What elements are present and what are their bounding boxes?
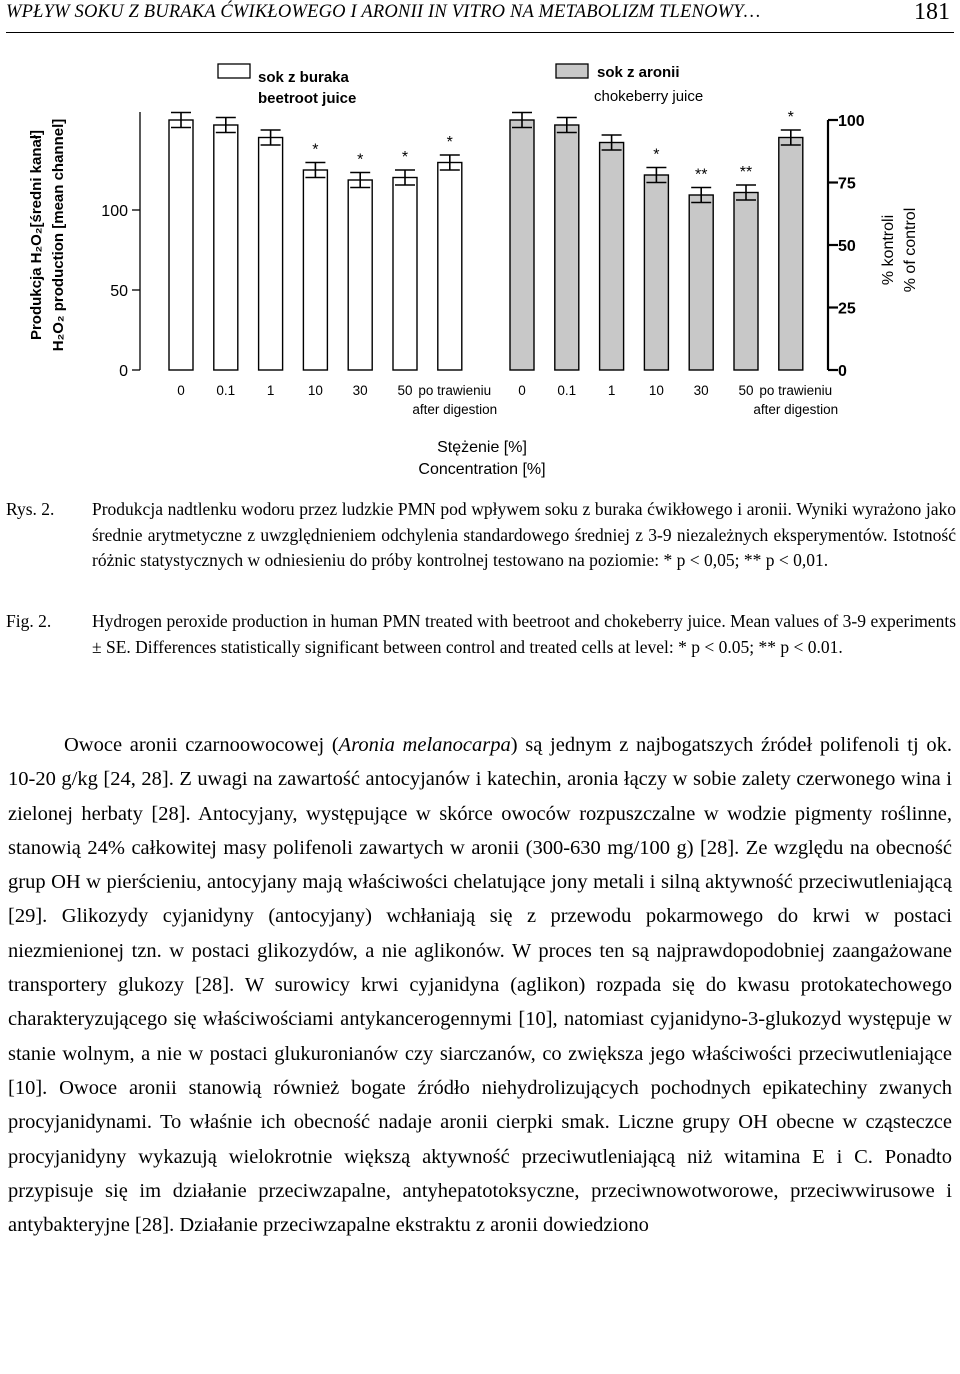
bar [510, 120, 534, 370]
running-header [6, 0, 954, 33]
running-title: WPŁYW SOKU Z BURAKA ĆWIKŁOWEGO I ARONII IN VITRO NA METABOLIZM TLENOWY… [6, 2, 761, 22]
significance-marker: ** [739, 164, 753, 181]
significance-marker: * [787, 109, 794, 126]
caption-label-en: Fig. 2. [6, 611, 52, 631]
bar [555, 125, 579, 370]
legend-swatch-chokeberry [556, 64, 588, 78]
body-paragraph [8, 728, 952, 1242]
category-label: 10 [307, 383, 323, 398]
body-text-segment: Owoce aronii czarnoowocowej ( [64, 734, 339, 756]
category-label: 50 [738, 383, 754, 398]
body-text [8, 728, 952, 1242]
category-label: after digestion [412, 402, 498, 417]
caption-text-pl: Produkcja nadtlenku wodoru przez ludzkie PMN pod wpływem soku z buraka ćwikłowego i aronii. Wyniki wyrażono jako średnie arytmetyczne z uwzględnieniem odchylenia standardowego średniej z 3-9 niezależnych eksperymentów. Istotność różnic statystycznych w odniesieniu do próby kontrolnej testowano na poziomie: * p < 0,05; ** p < 0,01. [92, 499, 956, 571]
bar [393, 178, 417, 371]
category-label: po trawieniu [418, 383, 492, 398]
category-label: po trawieniu [759, 383, 833, 398]
category-label: 0 [518, 383, 526, 398]
bar [169, 120, 193, 370]
body-text-segment: ) są jednym z najbogatszych źródeł polifenoli tj ok. 10-20 g/kg [24, 28]. Z uwagi na zawartość antocyjanów i katechin, aronia łączy w sobie zalety czerwonego wina i zielonej herbaty [28]. Antocyjany, występujące w skórce owoców rozpuszczalne w wodzie pigmenty roślinne, stanowią 24% całkowitej masy polifenoli zawartych w aronii (300-630 mg/100 g) [28]. Ze względu na obecność grup OH w pierścieniu, antocyjany mają właściwości chelatujące jony metali i silną aktywność przeciwutleniającą [29]. Glikozydy cyjanidyny (antocyjany) wchłaniają się z przewodu pokarmowego do krwi w postaci niezmienionej tzn. w postaci glikozydów, a nie aglikonów. W proces ten są najprawdopodobniej zaangażowane transportery glukozy [28]. W surowicy krwi cyjanidyna (aglikon) rozpada się do kwasu protokatechowego charakteryzującego się właściwościami antykancerogennymi [10], natomiast cyjanidyno-3-glukozyd występuje w stanie wolnym, a nie w postaci glukuronianów czy siarczanów, co zwiększa jego właściwości przeciwutleniające [10]. Owoce aronii stanowią również bogate źródło niehydrolizujących pochodnych epikatechiny zwanych procyjanidynami. To właśnie ich obecność nadaje aronii cierpki smak. Liczne grupy OH obecne w cząsteczce procyjanidyny wykazują wielokrotnie większą aktywność przeciwutleniającą niż witamina E i C. Ponadto przypisuje się im działanie przeciwzapalne, antyhepatotoksyczne, przeciwnowotworowe, przeciwwirusowe i antybakteryjne [28]. Działanie przeciwzapalne ekstraktu z aronii dowiedziono [8, 734, 952, 1237]
significance-marker: * [653, 146, 660, 164]
caption-label-pl: Rys. 2. [6, 499, 55, 519]
right-axis-label-pl: % kontroli [880, 214, 897, 286]
x-axis-title-pl: Stężenie [%] [437, 439, 527, 456]
bar [600, 143, 624, 371]
x-axis-title-en: Concentration [%] [418, 461, 546, 478]
category-label: 1 [266, 383, 275, 398]
category-label: 30 [352, 383, 368, 398]
left-axis-label-en: H₂O₂ production [mean channel] [50, 118, 67, 352]
bar [348, 180, 372, 370]
legend-label-chokeberry-en: chokeberry juice [594, 88, 704, 105]
right-tick-label: 50 [838, 238, 856, 255]
significance-marker: * [312, 141, 319, 159]
bar [259, 138, 283, 371]
bar [438, 163, 462, 371]
bar-chart-figure [0, 50, 960, 490]
category-label: 0.1 [557, 383, 577, 398]
significance-marker: * [446, 134, 453, 151]
legend-label-beetroot-pl: sok z buraka [258, 69, 349, 86]
right-tick-label: 75 [838, 175, 856, 193]
bar [303, 170, 327, 370]
caption-text-en: Hydrogen peroxide production in human PMN treated with beetroot and chokeberry juice. Mean values of 3-9 experiments ± SE. Differences statistically significant between control and treated cells at level: * p < 0.05; ** p < 0.01. [92, 611, 956, 657]
category-label: 50 [397, 383, 413, 398]
legend-label-chokeberry-pl: sok z aronii [597, 64, 680, 81]
bar [734, 193, 758, 371]
category-label: 0.1 [216, 383, 236, 398]
bar [644, 175, 668, 370]
left-tick-label: 50 [110, 283, 128, 300]
right-tick-label: 100 [838, 113, 865, 130]
legend-label-beetroot-en: beetroot juice [258, 90, 357, 107]
right-tick-label: 25 [838, 300, 856, 318]
left-tick-label: 0 [119, 363, 128, 380]
bar [214, 125, 238, 370]
caption-english [6, 609, 956, 660]
caption-polish [6, 497, 956, 574]
right-axis-label-en: % of control [902, 207, 919, 293]
significance-marker: * [401, 149, 409, 166]
legend-swatch-beetroot [218, 64, 250, 78]
category-label: 1 [607, 383, 616, 398]
species-name: Aronia melanocarpa [338, 734, 511, 756]
category-label: after digestion [753, 402, 839, 417]
right-tick-label: 0 [838, 363, 847, 380]
left-tick-label: 100 [101, 203, 128, 220]
bar [689, 195, 713, 370]
category-label: 30 [693, 383, 709, 398]
category-label: 10 [648, 383, 664, 398]
left-axis-label-pl: Produkcja H₂O₂[średni kanał] [28, 129, 45, 341]
bar [779, 138, 803, 371]
significance-marker: ** [694, 166, 708, 184]
significance-marker: * [357, 151, 364, 169]
page-number: 181 [914, 0, 950, 25]
category-label: 0 [177, 383, 185, 398]
